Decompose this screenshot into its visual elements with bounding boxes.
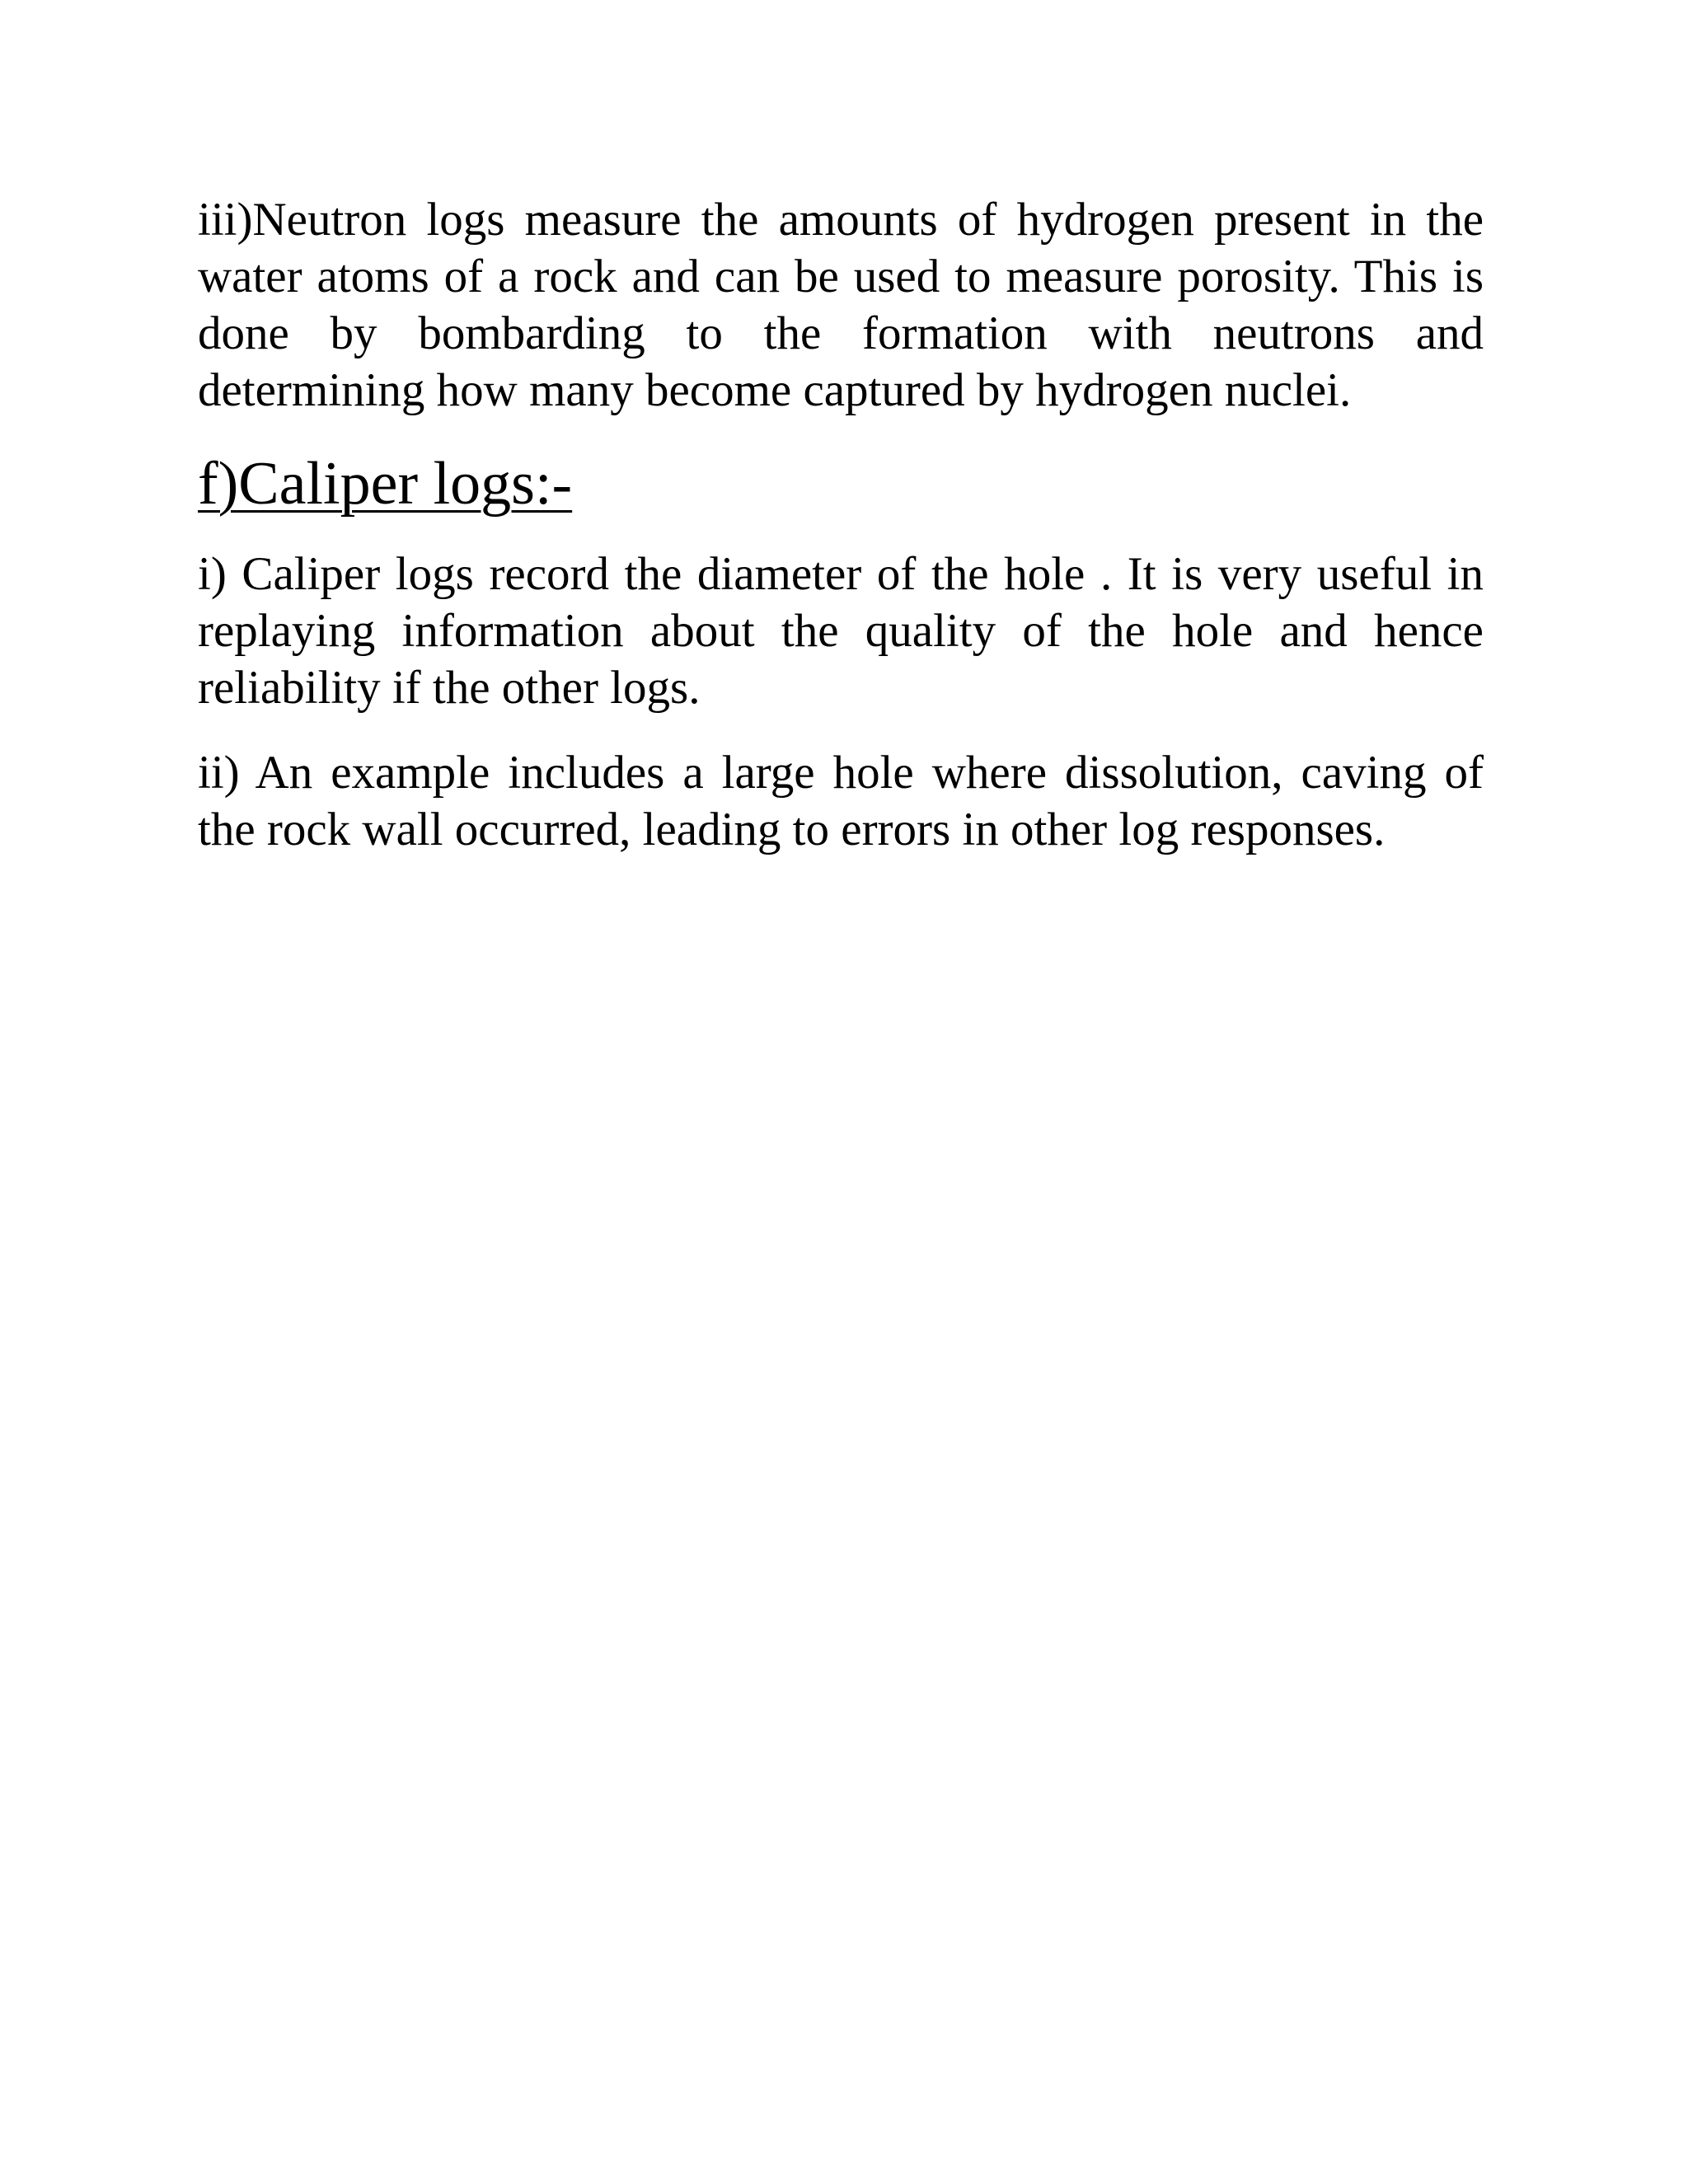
document-page bbox=[198, 191, 1484, 858]
paragraph-neutron-logs: iii)Neutron logs measure the amounts of hydrogen present in the water atoms of a rock and can be used to measure porosity. This is done by bombarding to the formation with neutrons and determining how many become captured by hydrogen nuclei. bbox=[198, 194, 1484, 416]
section-heading-caliper-logs: f)Caliper logs:- bbox=[198, 450, 573, 518]
paragraph-caliper-logs-i: i) Caliper logs record the diameter of the hole . It is very useful in replaying information about the quality of the hole and hence reliability if the other logs. bbox=[198, 548, 1484, 714]
paragraph-caliper-logs-ii: ii) An example includes a large hole where dissolution, caving of the rock wall occurred, leading to errors in other log responses. bbox=[198, 747, 1484, 855]
